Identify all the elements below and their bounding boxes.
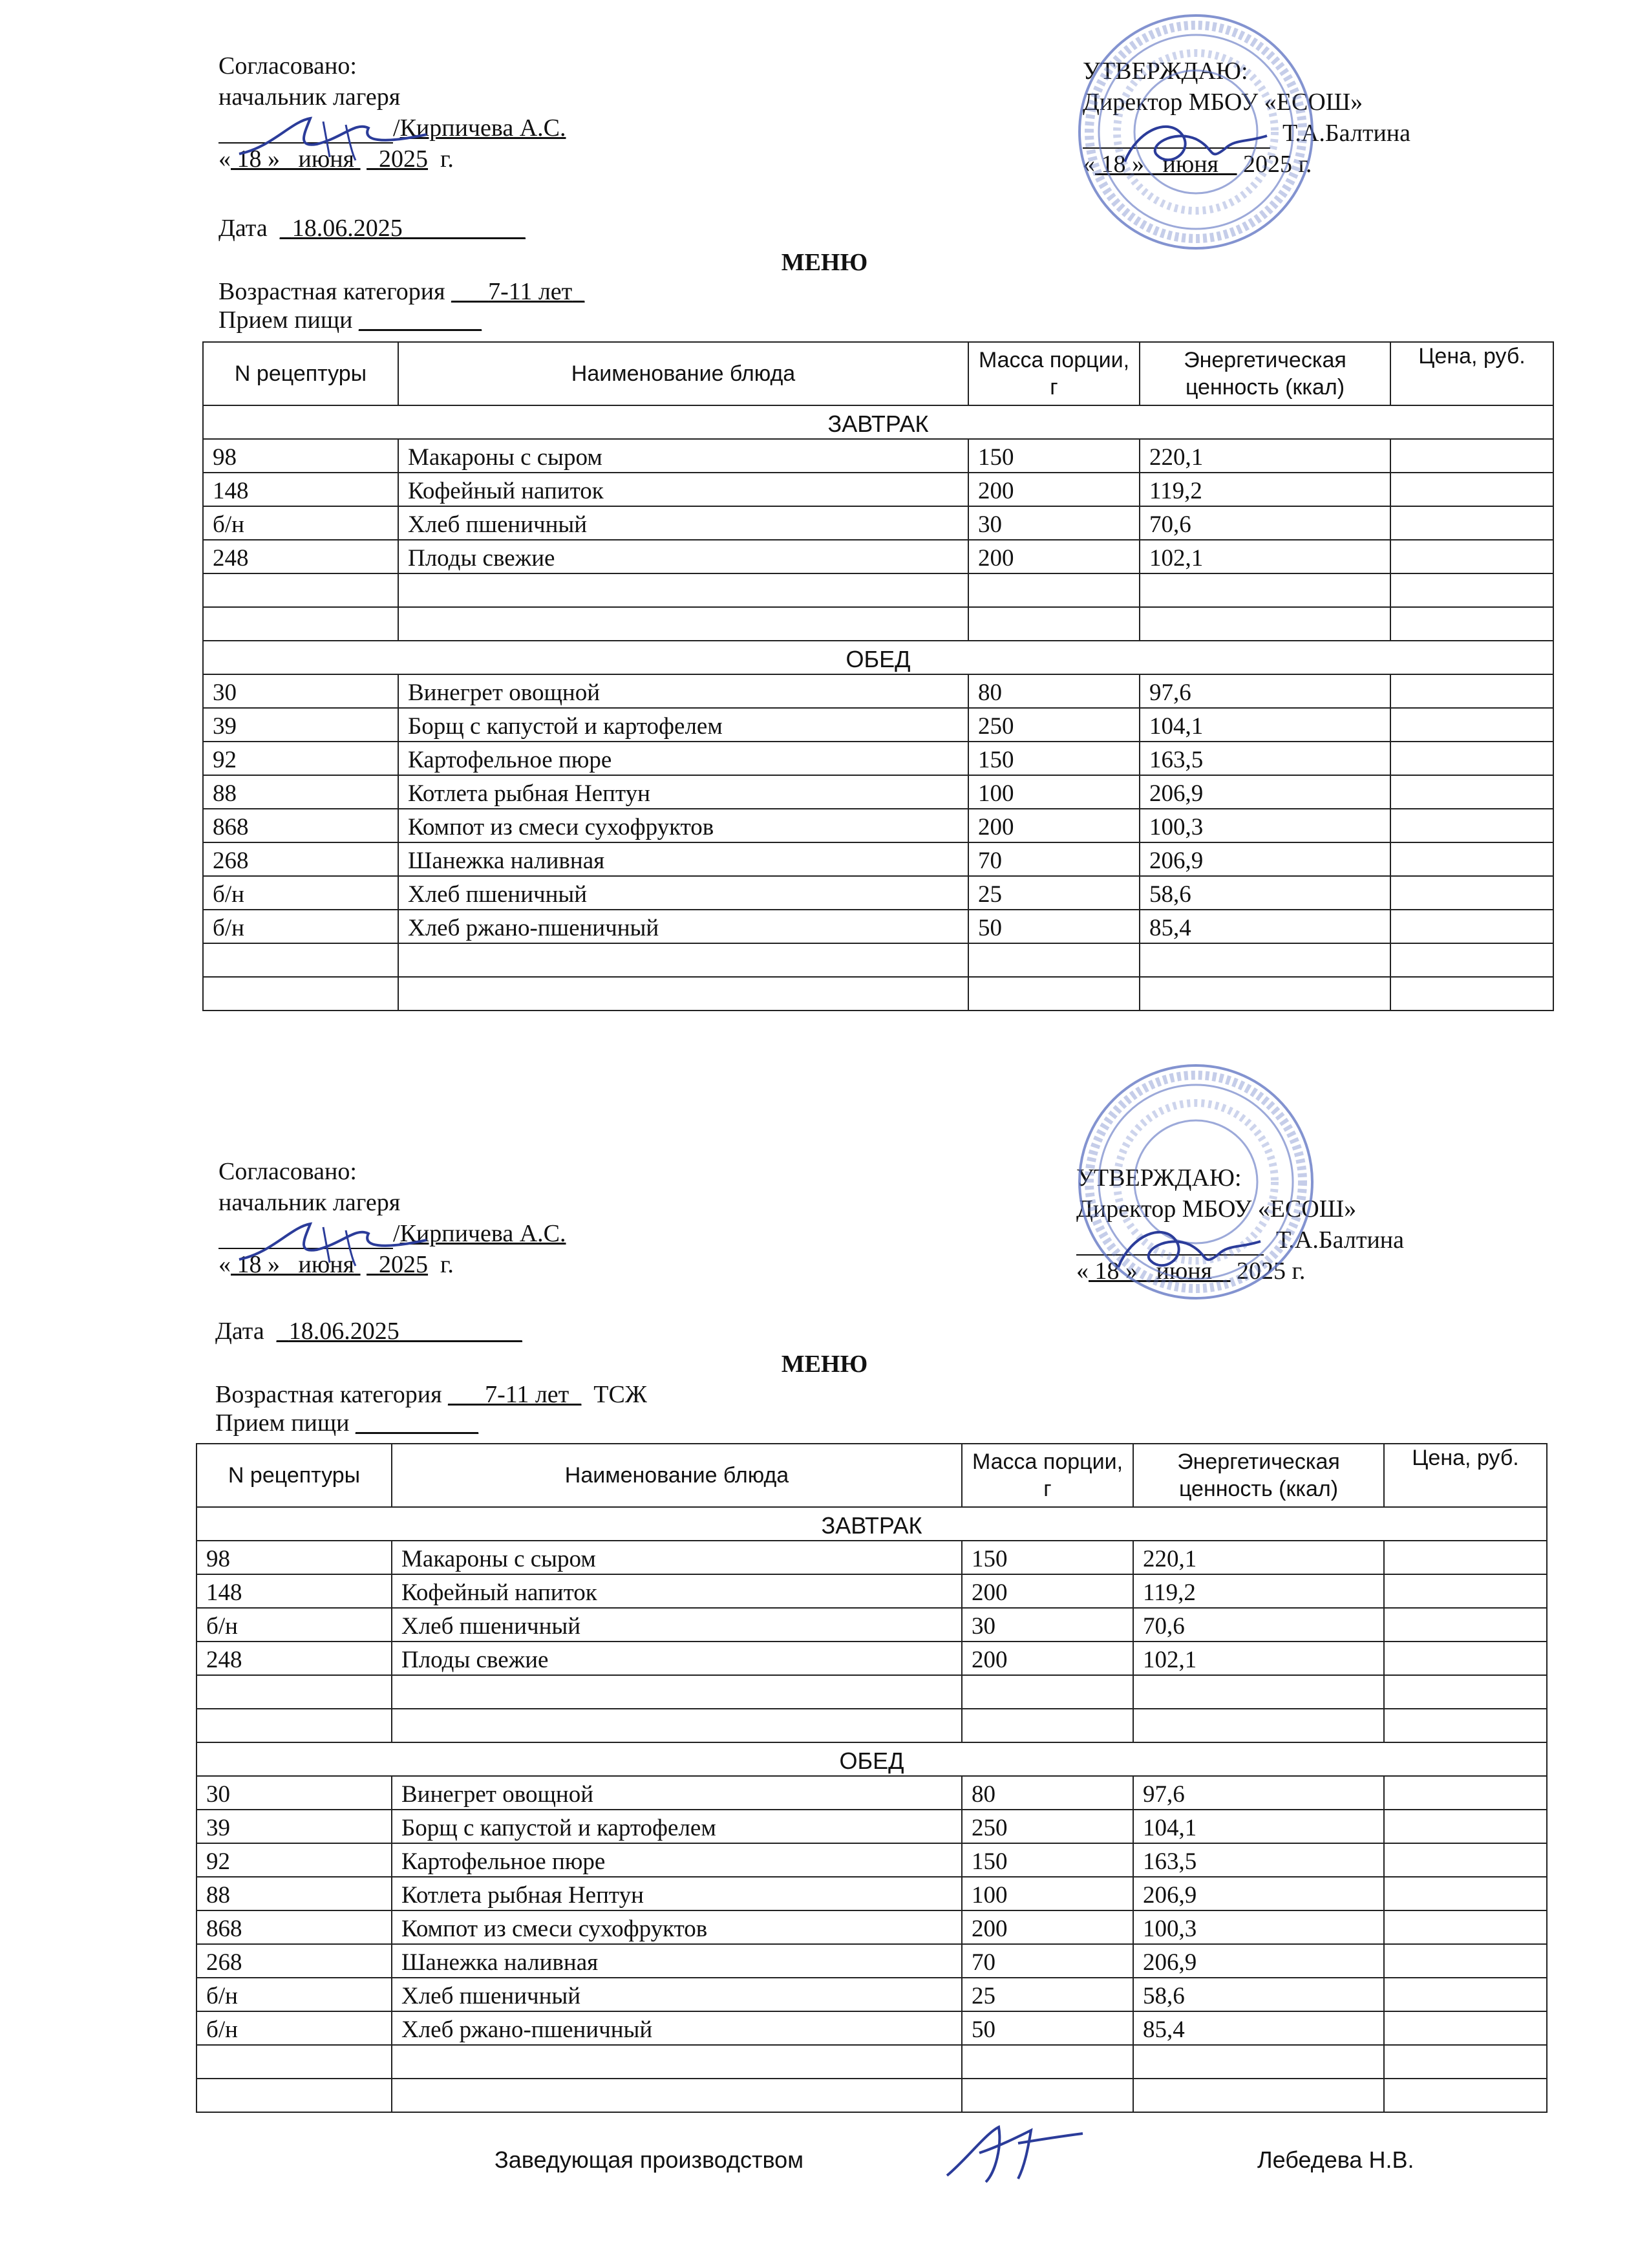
portion-mass-cell: 250 bbox=[962, 1810, 1133, 1843]
price-cell bbox=[1384, 1642, 1547, 1675]
energy-value-cell: 58,6 bbox=[1133, 1978, 1384, 2011]
portion-mass-cell: 100 bbox=[968, 775, 1140, 809]
energy-value-cell: 163,5 bbox=[1140, 742, 1390, 775]
energy-value-cell: 104,1 bbox=[1140, 708, 1390, 742]
approve-date: « 18 » июня 2025 г. bbox=[1083, 151, 1312, 178]
dish-name-cell: Хлеб пшеничный bbox=[392, 1978, 962, 2011]
footer-signature bbox=[941, 2114, 1089, 2192]
empty-cell bbox=[1384, 2079, 1547, 2112]
table-row bbox=[197, 1642, 1547, 1675]
price-cell bbox=[1384, 1944, 1547, 1978]
energy-value-cell: 220,1 bbox=[1140, 439, 1390, 473]
menu-title: МЕНЮ bbox=[781, 249, 868, 276]
dish-name-cell: Хлеб пшеничный bbox=[398, 876, 968, 910]
table-row bbox=[203, 540, 1553, 573]
approve-date: « 18 » июня 2025 г. bbox=[1076, 1257, 1306, 1285]
age-line: Возрастная категория ___7-11 лет_ ТСЖ bbox=[215, 1381, 647, 1408]
recipe-number-cell: 30 bbox=[197, 1776, 392, 1810]
section-title: ЗАВТРАК bbox=[197, 1507, 1547, 1541]
approve-name: Т.А.Балтина bbox=[1276, 1226, 1404, 1254]
empty-cell bbox=[962, 2079, 1133, 2112]
empty-cell bbox=[398, 573, 968, 607]
portion-mass-cell: 200 bbox=[968, 809, 1140, 842]
recipe-number-cell: б/н bbox=[197, 1608, 392, 1642]
recipe-number-cell: 92 bbox=[203, 742, 398, 775]
empty-cell bbox=[1384, 1709, 1547, 1742]
date-line: Дата _18.06.2025__________ bbox=[215, 1318, 522, 1345]
age-extra: ТСЖ bbox=[593, 1381, 647, 1408]
agreed-date-year: 2025 bbox=[379, 145, 429, 173]
empty-cell bbox=[398, 977, 968, 1011]
empty-cell bbox=[962, 1675, 1133, 1709]
portion-mass-cell: 80 bbox=[968, 674, 1140, 708]
col-dish-name: Наименование блюда bbox=[392, 1444, 962, 1507]
approve-role: Директор МБОУ «ЕСОШ» bbox=[1083, 89, 1363, 116]
dish-name-cell: Макароны с сыром bbox=[392, 1541, 962, 1574]
price-cell bbox=[1390, 674, 1553, 708]
dish-name-cell: Кофейный напиток bbox=[398, 473, 968, 506]
dish-name-cell: Винегрет овощной bbox=[398, 674, 968, 708]
price-cell bbox=[1390, 775, 1553, 809]
empty-cell bbox=[203, 573, 398, 607]
dish-name-cell: Хлеб ржано-пшеничный bbox=[392, 2011, 962, 2045]
empty-cell bbox=[1390, 573, 1553, 607]
approve-role: Директор МБОУ «ЕСОШ» bbox=[1076, 1195, 1357, 1223]
empty-cell bbox=[392, 2079, 962, 2112]
footer-name: Лебедева Н.В. bbox=[1257, 2146, 1414, 2173]
recipe-number-cell: 92 bbox=[197, 1843, 392, 1877]
portion-mass-cell: 150 bbox=[968, 439, 1140, 473]
table-row bbox=[203, 674, 1553, 708]
section-row bbox=[197, 1742, 1547, 1776]
portion-mass-cell: 200 bbox=[962, 1574, 1133, 1608]
meal-line: Прием пищи __________ bbox=[215, 1409, 478, 1437]
recipe-number-cell: 148 bbox=[197, 1574, 392, 1608]
approve-name: Т.А.Балтина bbox=[1282, 120, 1410, 147]
menu-date: 18.06.2025 bbox=[292, 215, 403, 242]
agreed-date: « 18 » июня 2025 г. bbox=[218, 145, 454, 173]
portion-mass-cell: 50 bbox=[968, 910, 1140, 943]
empty-row bbox=[197, 1709, 1547, 1742]
table-row bbox=[197, 1843, 1547, 1877]
dish-name-cell: Винегрет овощной bbox=[392, 1776, 962, 1810]
agreed-signature bbox=[233, 109, 440, 167]
price-cell bbox=[1390, 439, 1553, 473]
table-row bbox=[197, 1810, 1547, 1843]
price-cell bbox=[1390, 506, 1553, 540]
empty-cell bbox=[392, 2045, 962, 2079]
empty-cell bbox=[1390, 943, 1553, 977]
portion-mass-cell: 80 bbox=[962, 1776, 1133, 1810]
price-cell bbox=[1390, 809, 1553, 842]
approve-label: УТВЕРЖДАЮ: bbox=[1076, 1164, 1242, 1192]
agreed-sign-line: /Кирпичева А.С. bbox=[218, 1218, 566, 1249]
footer-role: Заведующая производством bbox=[495, 2146, 803, 2173]
agreed-date-year: 2025 bbox=[379, 1251, 429, 1278]
recipe-number-cell: б/н bbox=[203, 506, 398, 540]
empty-cell bbox=[1140, 573, 1390, 607]
empty-row bbox=[203, 943, 1553, 977]
portion-mass-cell: 200 bbox=[962, 1642, 1133, 1675]
col-recipe-number: N рецептуры bbox=[203, 342, 398, 405]
price-cell bbox=[1384, 2011, 1547, 2045]
dish-name-cell: Хлеб пшеничный bbox=[392, 1608, 962, 1642]
portion-mass-cell: 25 bbox=[968, 876, 1140, 910]
energy-value-cell: 104,1 bbox=[1133, 1810, 1384, 1843]
table-header-row bbox=[203, 342, 1553, 405]
portion-mass-cell: 150 bbox=[962, 1843, 1133, 1877]
portion-mass-cell: 70 bbox=[968, 842, 1140, 876]
empty-cell bbox=[197, 1709, 392, 1742]
empty-cell bbox=[1133, 2045, 1384, 2079]
section-row bbox=[203, 405, 1553, 439]
meal-line: Прием пищи __________ bbox=[218, 306, 482, 334]
table-row bbox=[197, 2011, 1547, 2045]
energy-value-cell: 85,4 bbox=[1140, 910, 1390, 943]
table-row bbox=[197, 1910, 1547, 1944]
energy-value-cell: 102,1 bbox=[1133, 1642, 1384, 1675]
energy-value-cell: 119,2 bbox=[1140, 473, 1390, 506]
energy-value-cell: 85,4 bbox=[1133, 2011, 1384, 2045]
agreed-signature bbox=[233, 1214, 440, 1272]
table-row bbox=[197, 1608, 1547, 1642]
price-cell bbox=[1390, 910, 1553, 943]
date-line: Дата _18.06.2025__________ bbox=[218, 215, 526, 242]
recipe-number-cell: 39 bbox=[203, 708, 398, 742]
empty-cell bbox=[1384, 1675, 1547, 1709]
dish-name-cell: Макароны с сыром bbox=[398, 439, 968, 473]
portion-mass-cell: 200 bbox=[968, 473, 1140, 506]
empty-cell bbox=[1140, 943, 1390, 977]
empty-cell bbox=[1390, 977, 1553, 1011]
section-row bbox=[197, 1507, 1547, 1541]
approve-date-year: 2025 bbox=[1237, 1257, 1286, 1285]
empty-cell bbox=[1133, 2079, 1384, 2112]
empty-cell bbox=[197, 2079, 392, 2112]
recipe-number-cell: б/н bbox=[203, 876, 398, 910]
energy-value-cell: 220,1 bbox=[1133, 1541, 1384, 1574]
recipe-number-cell: 268 bbox=[203, 842, 398, 876]
agreed-date-day: 18 bbox=[237, 1251, 262, 1278]
agreed-name: Кирпичева А.С. bbox=[399, 1220, 566, 1247]
energy-value-cell: 70,6 bbox=[1140, 506, 1390, 540]
col-dish-name: Наименование блюда bbox=[398, 342, 968, 405]
energy-value-cell: 102,1 bbox=[1140, 540, 1390, 573]
empty-cell bbox=[398, 607, 968, 641]
approve-date-day: 18 bbox=[1094, 1257, 1120, 1285]
table-row bbox=[197, 1944, 1547, 1978]
dish-name-cell: Шанежка наливная bbox=[392, 1944, 962, 1978]
recipe-number-cell: б/н bbox=[203, 910, 398, 943]
agreed-role: начальник лагеря bbox=[218, 1189, 401, 1216]
dish-name-cell: Картофельное пюре bbox=[392, 1843, 962, 1877]
table-row bbox=[197, 1541, 1547, 1574]
col-energy-value: Энергетическая ценность (ккал) bbox=[1140, 342, 1390, 405]
energy-value-cell: 163,5 bbox=[1133, 1843, 1384, 1877]
agreed-date-month: июня bbox=[298, 145, 355, 173]
empty-cell bbox=[392, 1709, 962, 1742]
dish-name-cell: Плоды свежие bbox=[398, 540, 968, 573]
empty-cell bbox=[197, 2045, 392, 2079]
section-title: ОБЕД bbox=[197, 1742, 1547, 1776]
agreed-label: Согласовано: bbox=[218, 52, 357, 80]
empty-cell bbox=[1140, 607, 1390, 641]
portion-mass-cell: 150 bbox=[968, 742, 1140, 775]
recipe-number-cell: 88 bbox=[203, 775, 398, 809]
menu-date: 18.06.2025 bbox=[288, 1318, 399, 1345]
dish-name-cell: Шанежка наливная bbox=[398, 842, 968, 876]
section-row bbox=[203, 641, 1553, 674]
dish-name-cell: Картофельное пюре bbox=[398, 742, 968, 775]
price-cell bbox=[1390, 473, 1553, 506]
table-row bbox=[197, 1776, 1547, 1810]
empty-cell bbox=[968, 573, 1140, 607]
energy-value-cell: 97,6 bbox=[1133, 1776, 1384, 1810]
menu-title: МЕНЮ bbox=[781, 1351, 868, 1378]
recipe-number-cell: 30 bbox=[203, 674, 398, 708]
portion-mass-cell: 100 bbox=[962, 1877, 1133, 1910]
table-row bbox=[203, 809, 1553, 842]
empty-cell bbox=[1140, 977, 1390, 1011]
dish-name-cell: Хлеб ржано-пшеничный bbox=[398, 910, 968, 943]
col-portion-mass: Масса порции, г bbox=[968, 342, 1140, 405]
agreed-date: « 18 » июня 2025 г. bbox=[218, 1251, 454, 1278]
portion-mass-cell: 30 bbox=[968, 506, 1140, 540]
agreed-name: Кирпичева А.С. bbox=[399, 114, 566, 142]
empty-row bbox=[197, 1675, 1547, 1709]
empty-cell bbox=[968, 977, 1140, 1011]
energy-value-cell: 100,3 bbox=[1133, 1910, 1384, 1944]
col-price: Цена, руб. bbox=[1384, 1444, 1547, 1507]
energy-value-cell: 100,3 bbox=[1140, 809, 1390, 842]
empty-cell bbox=[968, 943, 1140, 977]
energy-value-cell: 206,9 bbox=[1133, 1944, 1384, 1978]
approve-date-month: июня bbox=[1162, 151, 1219, 178]
agreed-role: начальник лагеря bbox=[218, 83, 401, 111]
empty-cell bbox=[203, 977, 398, 1011]
empty-cell bbox=[1384, 2045, 1547, 2079]
portion-mass-cell: 200 bbox=[968, 540, 1140, 573]
portion-mass-cell: 250 bbox=[968, 708, 1140, 742]
approve-label: УТВЕРЖДАЮ: bbox=[1083, 58, 1248, 85]
col-price: Цена, руб. bbox=[1390, 342, 1553, 405]
price-cell bbox=[1390, 842, 1553, 876]
price-cell bbox=[1384, 1843, 1547, 1877]
recipe-number-cell: 868 bbox=[197, 1910, 392, 1944]
empty-cell bbox=[392, 1675, 962, 1709]
recipe-number-cell: 88 bbox=[197, 1877, 392, 1910]
portion-mass-cell: 50 bbox=[962, 2011, 1133, 2045]
col-energy-value: Энергетическая ценность (ккал) bbox=[1133, 1444, 1384, 1507]
empty-cell bbox=[968, 607, 1140, 641]
portion-mass-cell: 150 bbox=[962, 1541, 1133, 1574]
energy-value-cell: 58,6 bbox=[1140, 876, 1390, 910]
price-cell bbox=[1384, 1776, 1547, 1810]
age-value: 7-11 лет bbox=[485, 1381, 569, 1408]
approve-date-day: 18 bbox=[1101, 151, 1126, 178]
portion-mass-cell: 200 bbox=[962, 1910, 1133, 1944]
dish-name-cell: Кофейный напиток bbox=[392, 1574, 962, 1608]
recipe-number-cell: 248 bbox=[197, 1642, 392, 1675]
price-cell bbox=[1384, 1541, 1547, 1574]
recipe-number-cell: б/н bbox=[197, 1978, 392, 2011]
recipe-number-cell: б/н bbox=[197, 2011, 392, 2045]
empty-row bbox=[203, 607, 1553, 641]
dish-name-cell: Плоды свежие bbox=[392, 1642, 962, 1675]
approve-date-month: июня bbox=[1156, 1257, 1213, 1285]
empty-row bbox=[203, 977, 1553, 1011]
energy-value-cell: 70,6 bbox=[1133, 1608, 1384, 1642]
table-row bbox=[203, 876, 1553, 910]
col-recipe-number: N рецептуры bbox=[197, 1444, 392, 1507]
price-cell bbox=[1390, 742, 1553, 775]
price-cell bbox=[1390, 708, 1553, 742]
table-row bbox=[203, 775, 1553, 809]
table-row bbox=[197, 1877, 1547, 1910]
table-row bbox=[203, 473, 1553, 506]
recipe-number-cell: 868 bbox=[203, 809, 398, 842]
dish-name-cell: Котлета рыбная Нептун bbox=[392, 1877, 962, 1910]
empty-row bbox=[197, 2079, 1547, 2112]
empty-cell bbox=[197, 1675, 392, 1709]
agreed-date-month: июня bbox=[298, 1251, 355, 1278]
menu-table bbox=[196, 1443, 1548, 2113]
price-cell bbox=[1384, 1608, 1547, 1642]
recipe-number-cell: 268 bbox=[197, 1944, 392, 1978]
table-header-row bbox=[197, 1444, 1547, 1507]
table-row bbox=[203, 742, 1553, 775]
table-row bbox=[203, 842, 1553, 876]
menu-table bbox=[202, 341, 1554, 1011]
dish-name-cell: Компот из смеси сухофруктов bbox=[398, 809, 968, 842]
empty-cell bbox=[962, 1709, 1133, 1742]
price-cell bbox=[1390, 876, 1553, 910]
table-row bbox=[203, 506, 1553, 540]
table-row bbox=[203, 708, 1553, 742]
table-row bbox=[197, 1978, 1547, 2011]
price-cell bbox=[1384, 1810, 1547, 1843]
portion-mass-cell: 30 bbox=[962, 1608, 1133, 1642]
portion-mass-cell: 25 bbox=[962, 1978, 1133, 2011]
dish-name-cell: Борщ с капустой и картофелем bbox=[398, 708, 968, 742]
table-row bbox=[203, 439, 1553, 473]
table-row bbox=[203, 910, 1553, 943]
table-row bbox=[197, 1574, 1547, 1608]
empty-cell bbox=[398, 943, 968, 977]
agreed-sign-line: /Кирпичева А.С. bbox=[218, 112, 566, 144]
approve-signature bbox=[1112, 110, 1280, 181]
price-cell bbox=[1384, 1877, 1547, 1910]
empty-cell bbox=[1133, 1675, 1384, 1709]
energy-value-cell: 206,9 bbox=[1140, 775, 1390, 809]
recipe-number-cell: 98 bbox=[203, 439, 398, 473]
energy-value-cell: 206,9 bbox=[1133, 1877, 1384, 1910]
portion-mass-cell: 70 bbox=[962, 1944, 1133, 1978]
energy-value-cell: 206,9 bbox=[1140, 842, 1390, 876]
empty-cell bbox=[962, 2045, 1133, 2079]
agreed-label: Согласовано: bbox=[218, 1158, 357, 1185]
price-cell bbox=[1384, 1910, 1547, 1944]
recipe-number-cell: 39 bbox=[197, 1810, 392, 1843]
dish-name-cell: Хлеб пшеничный bbox=[398, 506, 968, 540]
empty-cell bbox=[1390, 607, 1553, 641]
recipe-number-cell: 248 bbox=[203, 540, 398, 573]
agreed-date-day: 18 bbox=[237, 145, 262, 173]
approve-date-year: 2025 bbox=[1243, 151, 1293, 178]
dish-name-cell: Борщ с капустой и картофелем bbox=[392, 1810, 962, 1843]
dish-name-cell: Котлета рыбная Нептун bbox=[398, 775, 968, 809]
dish-name-cell: Компот из смеси сухофруктов bbox=[392, 1910, 962, 1944]
approve-signature bbox=[1105, 1215, 1273, 1287]
energy-value-cell: 119,2 bbox=[1133, 1574, 1384, 1608]
recipe-number-cell: 148 bbox=[203, 473, 398, 506]
price-cell bbox=[1384, 1574, 1547, 1608]
col-portion-mass: Масса порции, г bbox=[962, 1444, 1133, 1507]
price-cell bbox=[1384, 1978, 1547, 2011]
age-line: Возрастная категория ___7-11 лет_ bbox=[218, 278, 585, 305]
empty-row bbox=[197, 2045, 1547, 2079]
section-title: ЗАВТРАК bbox=[203, 405, 1553, 439]
price-cell bbox=[1390, 540, 1553, 573]
recipe-number-cell: 98 bbox=[197, 1541, 392, 1574]
energy-value-cell: 97,6 bbox=[1140, 674, 1390, 708]
empty-cell bbox=[1133, 1709, 1384, 1742]
section-title: ОБЕД bbox=[203, 641, 1553, 674]
empty-cell bbox=[203, 943, 398, 977]
age-value: 7-11 лет bbox=[488, 278, 573, 305]
empty-row bbox=[203, 573, 1553, 607]
empty-cell bbox=[203, 607, 398, 641]
